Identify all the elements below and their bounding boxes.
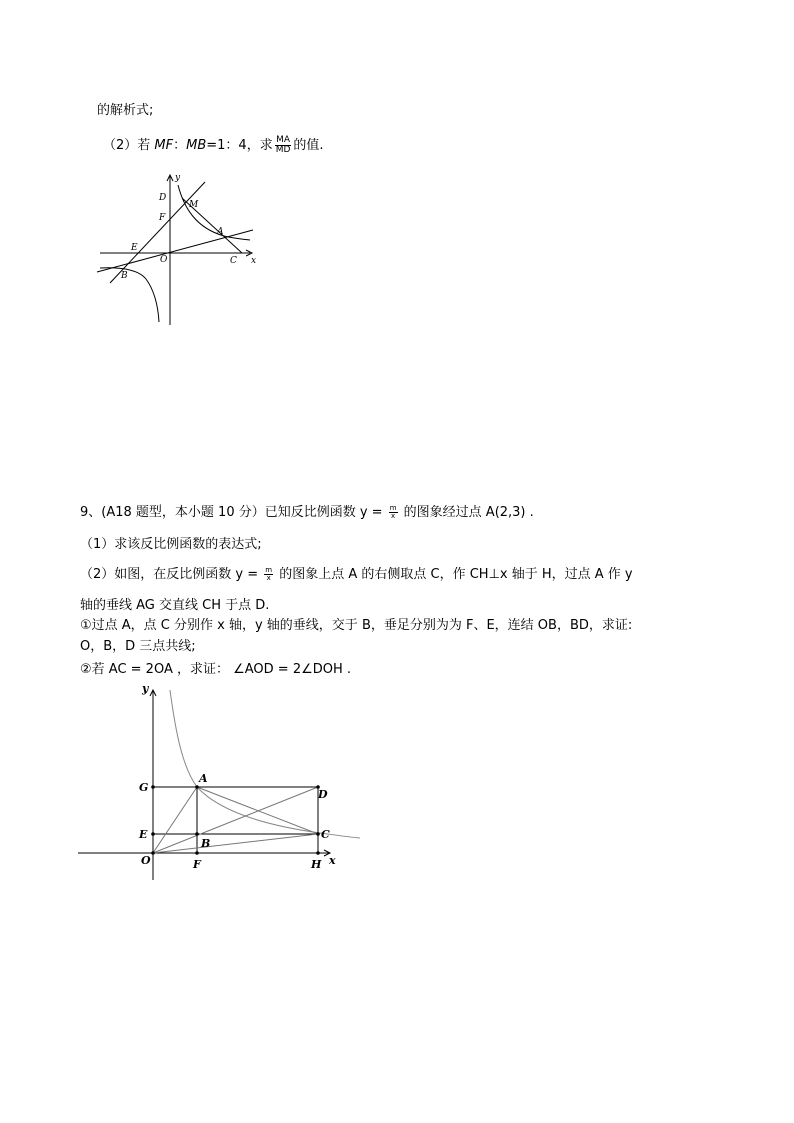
- prob8-ratio: =1：4，求: [206, 138, 273, 153]
- prob8-mb: MB: [186, 138, 207, 153]
- fig2-point-a: [195, 785, 199, 789]
- fig1-label-x: x: [251, 256, 257, 266]
- prob9-frac-den: x: [391, 512, 396, 520]
- fig2-label-g: G: [139, 781, 149, 794]
- prob9-q2-line2: 轴的垂线 AG 交直线 CH 于点 D.: [80, 598, 270, 613]
- fig2-label-a: A: [199, 772, 208, 785]
- prob9-q2-frac-den: x: [266, 574, 271, 582]
- fig2-point-o: [151, 851, 155, 855]
- prob8-frac-den: MD: [275, 145, 291, 155]
- fig2-label-y: y: [142, 682, 149, 695]
- prob9-s1-line1: ①过点 A，点 C 分别作 x 轴，y 轴的垂线，交于 B，垂足分别为为 F、E，连结 OB，BD，求证:: [80, 618, 633, 633]
- prob8-frac-num: MA: [276, 135, 291, 145]
- prob9-frac-num: m: [389, 504, 397, 512]
- fig2-point-b: [195, 832, 199, 836]
- fig2-label-e: E: [139, 828, 148, 841]
- fig2-line-oa: [153, 787, 197, 853]
- fig1-label-o: O: [160, 255, 168, 265]
- fig2-point-e: [151, 832, 155, 836]
- prob9-q1: （1）求该反比例函数的表达式;: [80, 537, 262, 552]
- prob8-line2-pre: （2）若: [103, 138, 155, 153]
- fig1-label-y: y: [175, 173, 181, 183]
- fig1-label-f: F: [159, 213, 166, 223]
- fig1-label-e: E: [131, 243, 138, 253]
- fig2-point-c: [316, 832, 320, 836]
- fig2-label-b: B: [201, 837, 211, 850]
- prob9-head-pre: 9、(A18 题型，本小题 10 分）已知反比例函数 y =: [80, 505, 387, 520]
- prob9-head-post: 的图象经过点 A(2,3) .: [399, 505, 534, 520]
- fig2-point-g: [151, 785, 155, 789]
- fig1-label-c: C: [230, 256, 237, 266]
- fig2-point-f: [195, 851, 199, 855]
- prob9-q2-post: 的图象上点 A 的右侧取点 C，作 CH⊥x 轴于 H，过点 A 作 y: [275, 567, 633, 582]
- fig2-label-x: x: [329, 854, 336, 867]
- prob9-q2-frac-num: m: [265, 566, 273, 574]
- fig2-label-d: D: [318, 788, 328, 801]
- prob9-s2: ②若 AC = 2OA ，求证： ∠AOD = 2∠DOH .: [80, 662, 352, 677]
- fig2-point-h: [316, 851, 320, 855]
- fig2-label-o: O: [141, 854, 151, 867]
- prob9-s1-line2: O，B，D 三点共线;: [80, 639, 196, 654]
- fig2-label-c: C: [321, 828, 330, 841]
- fig1-label-a: A: [217, 227, 224, 237]
- prob8-line2-post: 的值.: [293, 138, 324, 153]
- prob8-colon: ：: [173, 138, 187, 153]
- fig1-label-m: M: [189, 200, 199, 210]
- fig1-label-b: B: [121, 271, 128, 281]
- prob9-q2-pre: （2）如图，在反比例函数 y =: [80, 567, 263, 582]
- fig2-label-h: H: [311, 858, 322, 871]
- prob8-line1: 的解析式;: [97, 103, 154, 118]
- fig2-label-f: F: [193, 858, 201, 871]
- fig2-hyperbola: [170, 690, 360, 838]
- prob8-mf: MF: [154, 138, 174, 153]
- fig1-label-d: D: [159, 193, 167, 203]
